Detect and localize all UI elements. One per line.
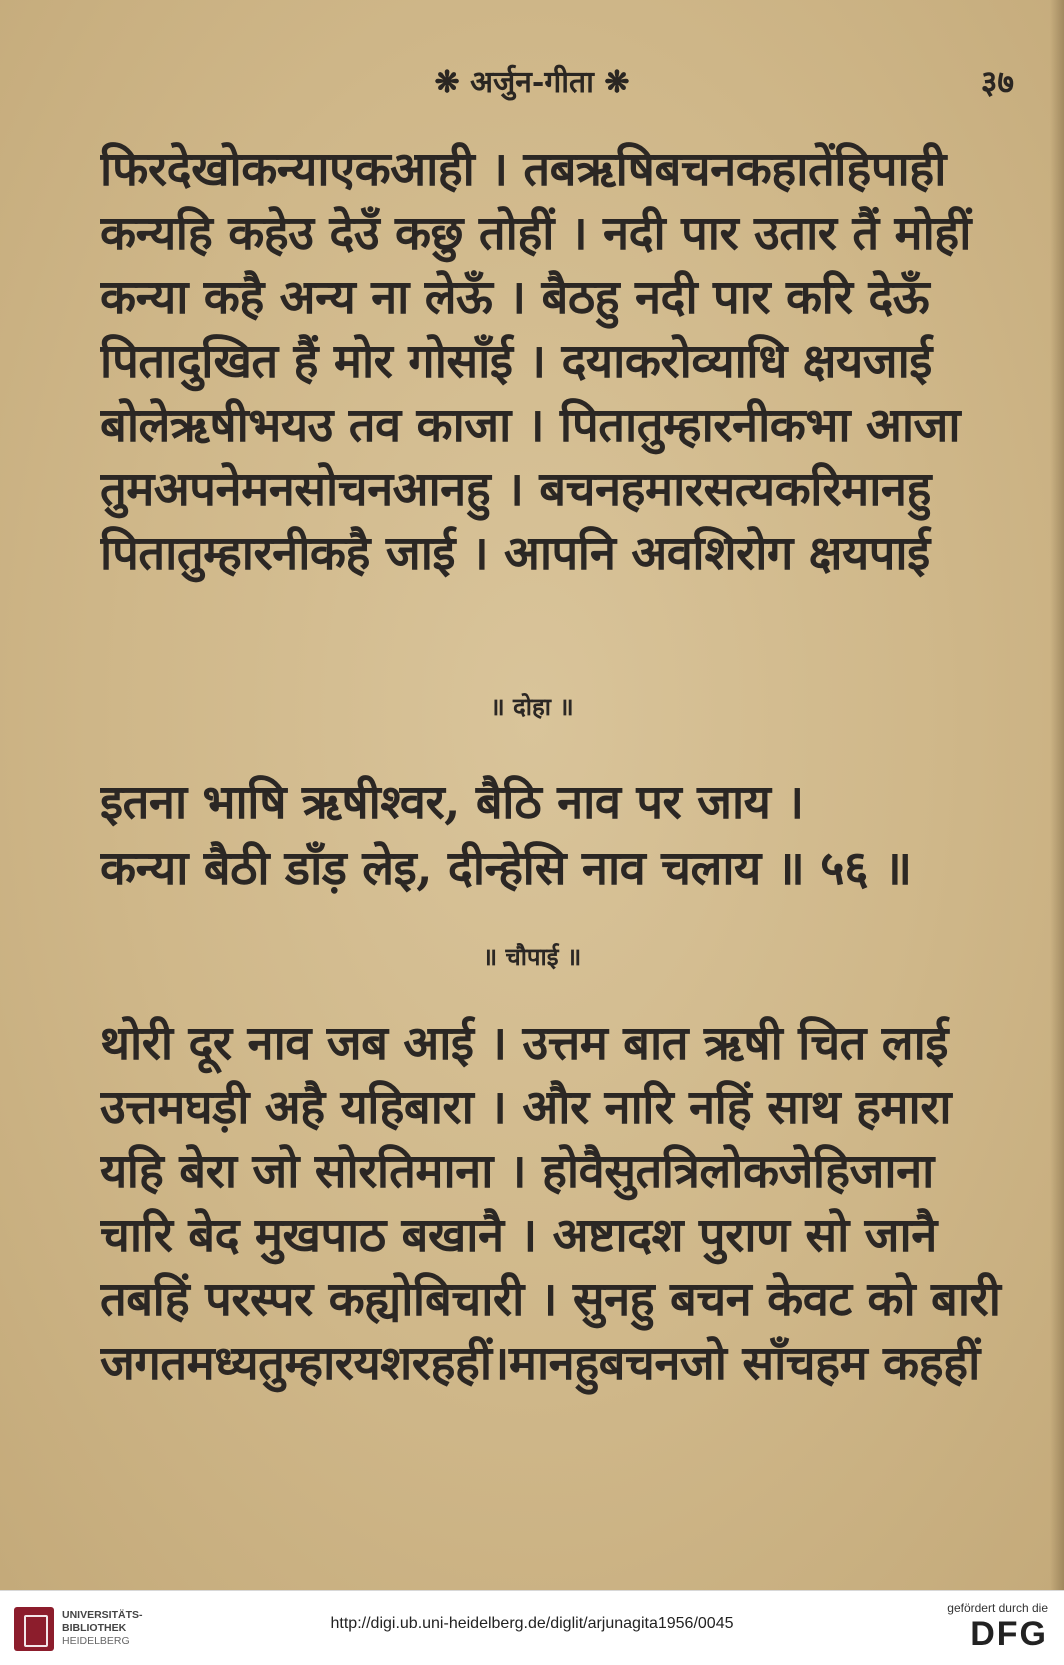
funder-text: gefördert durch die xyxy=(947,1601,1048,1615)
verse-line: कन्यहि कहेउ देउँ कछु तोहीं । नदी पार उतार तैं मोहीं xyxy=(100,206,971,261)
funder-credit[interactable] xyxy=(878,1601,1048,1653)
verse-line: उत्तमघड़ी अहै यहिबारा । और नारि नहिं साथ हमारा xyxy=(100,1080,952,1135)
verse-line: फिरदेखोकन्याएकआही । तबऋषिबचनकहातेंहिपाही xyxy=(100,142,946,197)
section-heading-doha: ॥ दोहा ॥ xyxy=(490,692,574,721)
verse-line: चारि बेद मुखपाठ बखानै । अष्टादश पुराण सो जानै xyxy=(100,1208,937,1263)
verse-line: यहि बेरा जो सोरतिमाना । होवैसुतत्रिलोकजेहिजाना xyxy=(100,1144,934,1199)
verse-block-chaupai-2 xyxy=(100,1012,1030,1396)
verse-block-chaupai-1 xyxy=(100,138,1030,586)
page-number: ३७ xyxy=(980,63,1014,101)
doha-line: कन्या बैठी डाँड़ लेइ, दीन्हेसि नाव चलाय ॥ ५६ ॥ xyxy=(100,841,912,896)
library-name-line: BIBLIOTHEK xyxy=(62,1622,127,1634)
dfg-logo-icon: DFG xyxy=(970,1615,1048,1653)
digitization-footer xyxy=(0,1590,1064,1665)
doha-line: इतना भाषि ऋषीश्वर, बैठि नाव पर जाय । xyxy=(100,775,804,830)
running-head: ❋ अर्जुन-गीता ❋ xyxy=(434,65,630,100)
verse-line: कन्या कहै अन्य ना लेऊँ । बैठहु नदी पार करि देऊँ xyxy=(100,270,930,325)
verse-line: तबहिं परस्पर कह्योबिचारी । सुनहु बचन केवट को बारी xyxy=(100,1272,1001,1327)
verse-line: पितादुखित हैं मोर गोसाँई । दयाकरोव्याधि क्षयजाई xyxy=(100,334,932,389)
verse-block-doha xyxy=(100,770,1030,902)
verse-line: पितातुम्हारनीकहै जाई । आपनि अवशिरोग क्षयपाई xyxy=(100,526,930,581)
verse-line: बोलेऋषीभयउ तव काजा । पितातुम्हारनीकभा आजा xyxy=(100,398,961,453)
verse-line: तुमअपनेमनसोचनआनहु । बचनहमारसत्यकरिमानहु xyxy=(100,462,931,517)
verse-line: थोरी दूर नाव जब आई । उत्तम बात ऋषी चित लाई xyxy=(100,1016,948,1071)
verse-line: जगतमध्यतुम्हारयशरहहीं।मानहुबचनजो साँचहम कहहीं xyxy=(100,1336,980,1391)
library-name-line: HEIDELBERG xyxy=(62,1635,130,1647)
library-name-line: UNIVERSITÄTS- xyxy=(62,1609,143,1621)
permalink-url[interactable]: http://digi.ub.uni-heidelberg.de/diglit/arjunagita1956/0045 xyxy=(330,1615,734,1632)
section-heading-chaupai: ॥ चौपाई ॥ xyxy=(482,942,582,971)
